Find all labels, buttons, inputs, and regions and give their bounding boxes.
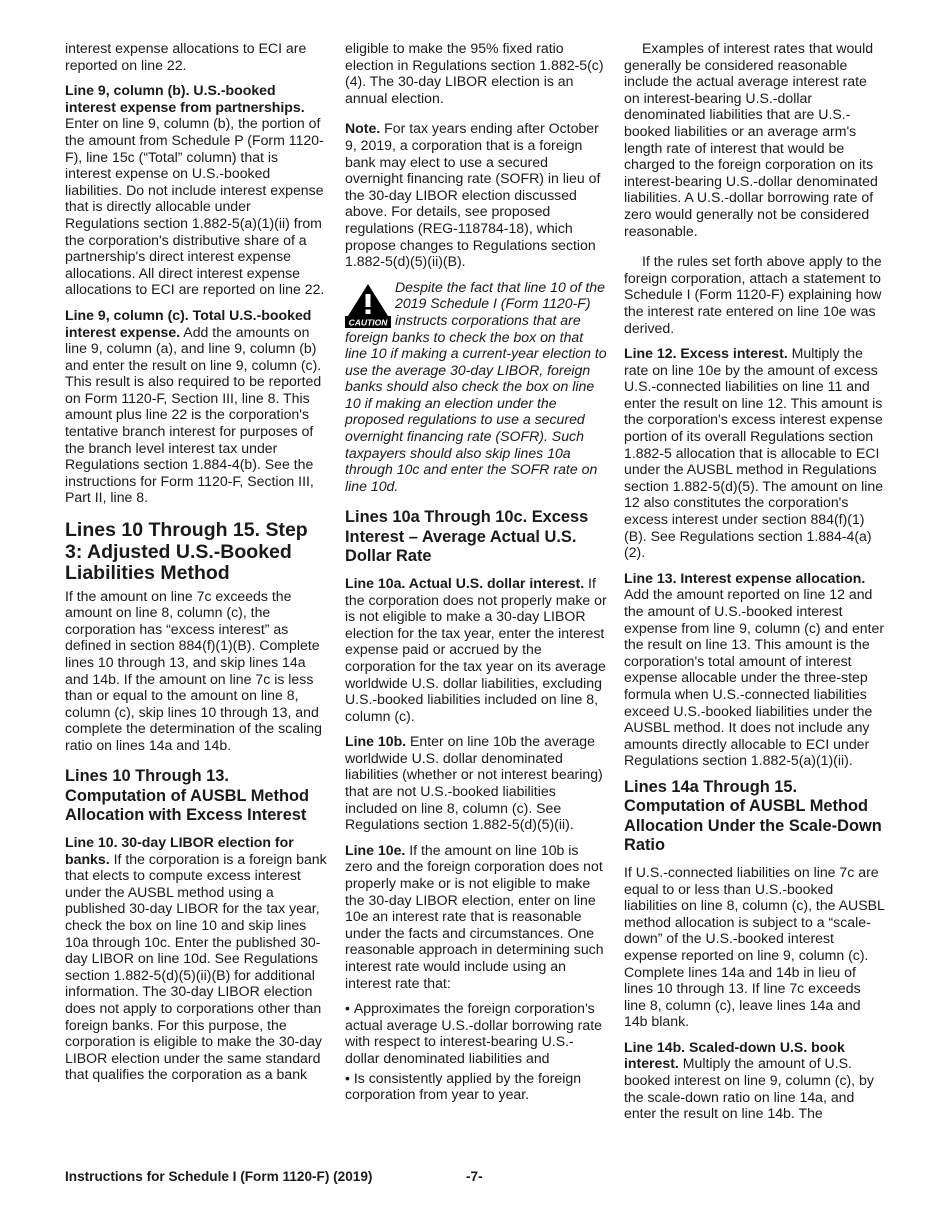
caution-text: Despite the fact that line 10 of the 2019 Schedule I (Form 1120-F) instructs corporations that are foreign banks to check the box on that line 10 if making a current-year election to use the average 30-day LIBOR, foreign banks should also check the box on line 10 if making an election under the proposed regulations to use a secured overnight financing rate (SOFR). Such taxpayers should also skip lines 10a through 10c and enter the SOFR rate on line 10d. [345,278,607,494]
run-in-heading: Line 9, column (c). Total U.S.-booked interest expense. [65,306,312,340]
run-in-heading: Line 13. Interest expense allocation. [624,569,866,586]
paragraph-body: If the corporation is a foreign bank that elects to compute excess interest under the AUSBL method using a published 30-day LIBOR for the tax year, check the box on line 10 and skip lines 10a through 10c. Enter the published 30-day LIBOR on line 10d. See Regulations section 1.882-5(d)(5)(ii)(B) for additional information. The 30-day LIBOR election does not apply to corporations other than foreign banks. For this purpose, the corporation is eligible to make the 30-day LIBOR election under the same standard that qualifies the corporation as a bank [65,850,327,1083]
paragraph-body: Enter on line 10b the average worldwide U.S. dollar denominated liabilities (whether or not interest bearing) that are not U.S.-booked liabilities included on line 8, column (c). See Regulations section 1.882-5(d)(5)(ii). [345,733,603,833]
paragraph: If U.S.-connected liabilities on line 7c are equal to or less than U.S.-booked liabilities on line 8, column (c), the AUSBL method allocation is subject to a “scale-down” of the U.S.-booked interest expense reported on line 9, column (c). Complete lines 14a and 14b in lieu of lines 10 through 13. If line 7c exceeds line 8, column (c), leave lines 14a and 14b blank. [624,863,885,1030]
paragraph-body: Add the amounts on line 9, column (a), and line 9, column (b) and enter the result on line 9, column (c). This result is also required to be reported on Form 1120-F, Section III, line 8. This amount plus line 22 is the corporation's tentative branch interest for purposes of the branch level interest tax under Regulations section 1.884-4(b). See the instructions for Form 1120-F, Section III, Part II, line 8. [65,323,322,506]
bullet-item [345,1000,607,1066]
paragraph-line-9b [65,82,327,298]
paragraph: interest expense allocations to ECI are reported on line 22. [65,40,307,73]
column-2 [345,40,607,1106]
run-in-heading: Line 10e. [345,841,406,858]
paragraph-body: Multiply the amount of U.S. booked interest on line 9, column (c), by the scale-down ratio on line 14a, and enter the result on line 14b. The [624,1055,874,1122]
paragraph-line-10b [345,733,607,833]
run-in-heading: Line 12. Excess interest. [624,345,788,362]
paragraph: Examples of interest rates that would generally be considered reasonable include the actual average interest rate on interest-bearing U.S.-dollar denominated liabilities that are U.S.-booked liabilities or an average arm's length rate of interest that would be charged to the foreign corporation on its interest-bearing U.S.-dollar denominated liabilities. A U.S.-dollar borrowing rate of zero would generally not be considered reasonable. [624,40,878,239]
paragraph: If the rules set forth above apply to the foreign corporation, attach a statement to Schedule I (Form 1120-F) explaining how the interest rate entered on line 10e was derived. [624,253,882,336]
run-in-heading: Line 10. 30-day LIBOR election for banks. [65,833,294,867]
paragraph-line-9c [65,307,327,506]
paragraph-line-10 [65,834,327,1083]
caution-warning-icon [345,282,391,328]
subsection-heading: Lines 14a Through 15. Computation of AUSBL Method Allocation Under the Scale-Down Ratio [624,777,882,855]
subsection-heading: Lines 10a Through 10c. Excess Interest – Average Actual U.S. Dollar Rate [345,508,589,566]
bullet-icon: • [345,1000,354,1017]
column-1 [65,40,327,1083]
section-heading: Lines 10 Through 15. Step 3: Adjusted U.S.-Booked Liabilities Method [65,519,308,585]
run-in-heading: Line 9, column (b). U.S.-booked interest expense from partnerships. [65,82,305,115]
bullet-text: Is consistently applied by the foreign corporation from year to year. [345,1069,582,1103]
paragraph-line-14b [624,1039,886,1122]
footer-title: Instructions for Schedule I (Form 1120-F) (2019) [65,1169,373,1184]
caution-box [345,279,607,495]
note-label: Note. [345,120,381,137]
run-in-heading: Line 10a. Actual U.S. dollar interest. [345,574,585,591]
paragraph: eligible to make the 95% fixed ratio election in Regulations section 1.882-5(c)(4). The 30-day LIBOR election is an annual election. [345,40,604,106]
caution-label: CAUTION [348,317,388,328]
paragraph-body: Add the amount reported on line 12 and the amount of U.S.-booked interest expense from line 9, column (c) and enter the result on line 13. This amount is the corporation's total amount of interest expense allocable under the three-step formula when U.S.-connected liabilities exceed U.S.-booked liabilities under the AUSBL method. It does not include any amounts directly allocable to ECI under Regulations section 1.882-5(a)(1)(ii). [624,586,885,769]
bullet-item [345,1070,607,1103]
paragraph-line-13 [624,570,886,769]
run-in-heading: Line 10b. [345,733,407,750]
bullet-text: Approximates the foreign corporation's actual average U.S.-dollar borrowing rate with respect to interest-bearing U.S.-dollar denominated liabilities and [345,1000,602,1066]
paragraph-line-12 [624,345,886,561]
subsection-heading: Lines 10 Through 13. Computation of AUSBL Method Allocation with Excess Interest [65,767,310,825]
paragraph-body: If the amount on line 10b is zero and the foreign corporation does not properly make or is not eligible to make the 30-day LIBOR election, enter on line 10e an interest rate that is reasonable under the facts and circumstances. One reasonable approach in determining such interest rate would include using an interest rate that: [345,841,604,991]
paragraph-body: For tax years ending after October 9, 2019, a corporation that is a foreign bank may elect to use a secured overnight financing rate (SOFR) in lieu of the 30-day LIBOR election discussed above. For details, see proposed regulations (REG-118784-18), which propose changes to Regulations section 1.882-5(d)(5)(ii)(B). [345,120,601,270]
column-3 [624,40,886,1122]
paragraph-body: Enter on line 9, column (b), the portion of the amount from Schedule P (Form 1120-F), line 15c (“Total” column) that is interest expense on U.S.-booked liabilities. Do not include interest expense that is directly allocable under Regulations section 1.882-5(a)(1)(ii) from the corporation's distributive share of a partnership's direct interest expense allocations. All direct interest expense allocations to ECI are reported on line 22. [65,115,325,298]
bullet-icon: • [345,1069,354,1086]
paragraph-line-10a [345,575,607,724]
note-paragraph [345,120,607,269]
run-in-heading: Line 14b. Scaled-down U.S. book interest. [624,1038,845,1072]
paragraph-body: Multiply the rate on line 10e by the amount of excess U.S.-connected liabilities on line 11 and enter the result on line 12. This amount is the corporation's excess interest expense portion of its overall Regulations section 1.882-5 allocation that is allocable to ECI under the AUSBL method in Regulations section 1.882-5(d)(5). The amount on line 12 also constitutes the corporation's excess interest under section 884(f)(1)(B). See Regulations section 1.884-4(a)(2). [624,345,884,561]
page-number: -7- [466,1169,483,1184]
paragraph: If the amount on line 7c exceeds the amount on line 8, column (c), the corporation has “excess interest” as defined in section 884(f)(1)(B). Complete lines 10 through 13, and skip lines 14a and 14b. If the amount on line 7c is less than or equal to the amount on line 8, column (c), skip lines 10 through 13, and complete the determination of the scaling ratio on lines 14a and 14b. [65,587,322,753]
paragraph-line-10e [345,842,607,991]
paragraph-body: If the corporation does not properly make or is not eligible to make a 30-day LIBOR election for the tax year, enter the interest expense paid or accrued by the corporation for the tax year on its average worldwide U.S. dollar liabilities, excluding U.S.-booked liabilities included on line 8, column (c). [345,574,607,724]
